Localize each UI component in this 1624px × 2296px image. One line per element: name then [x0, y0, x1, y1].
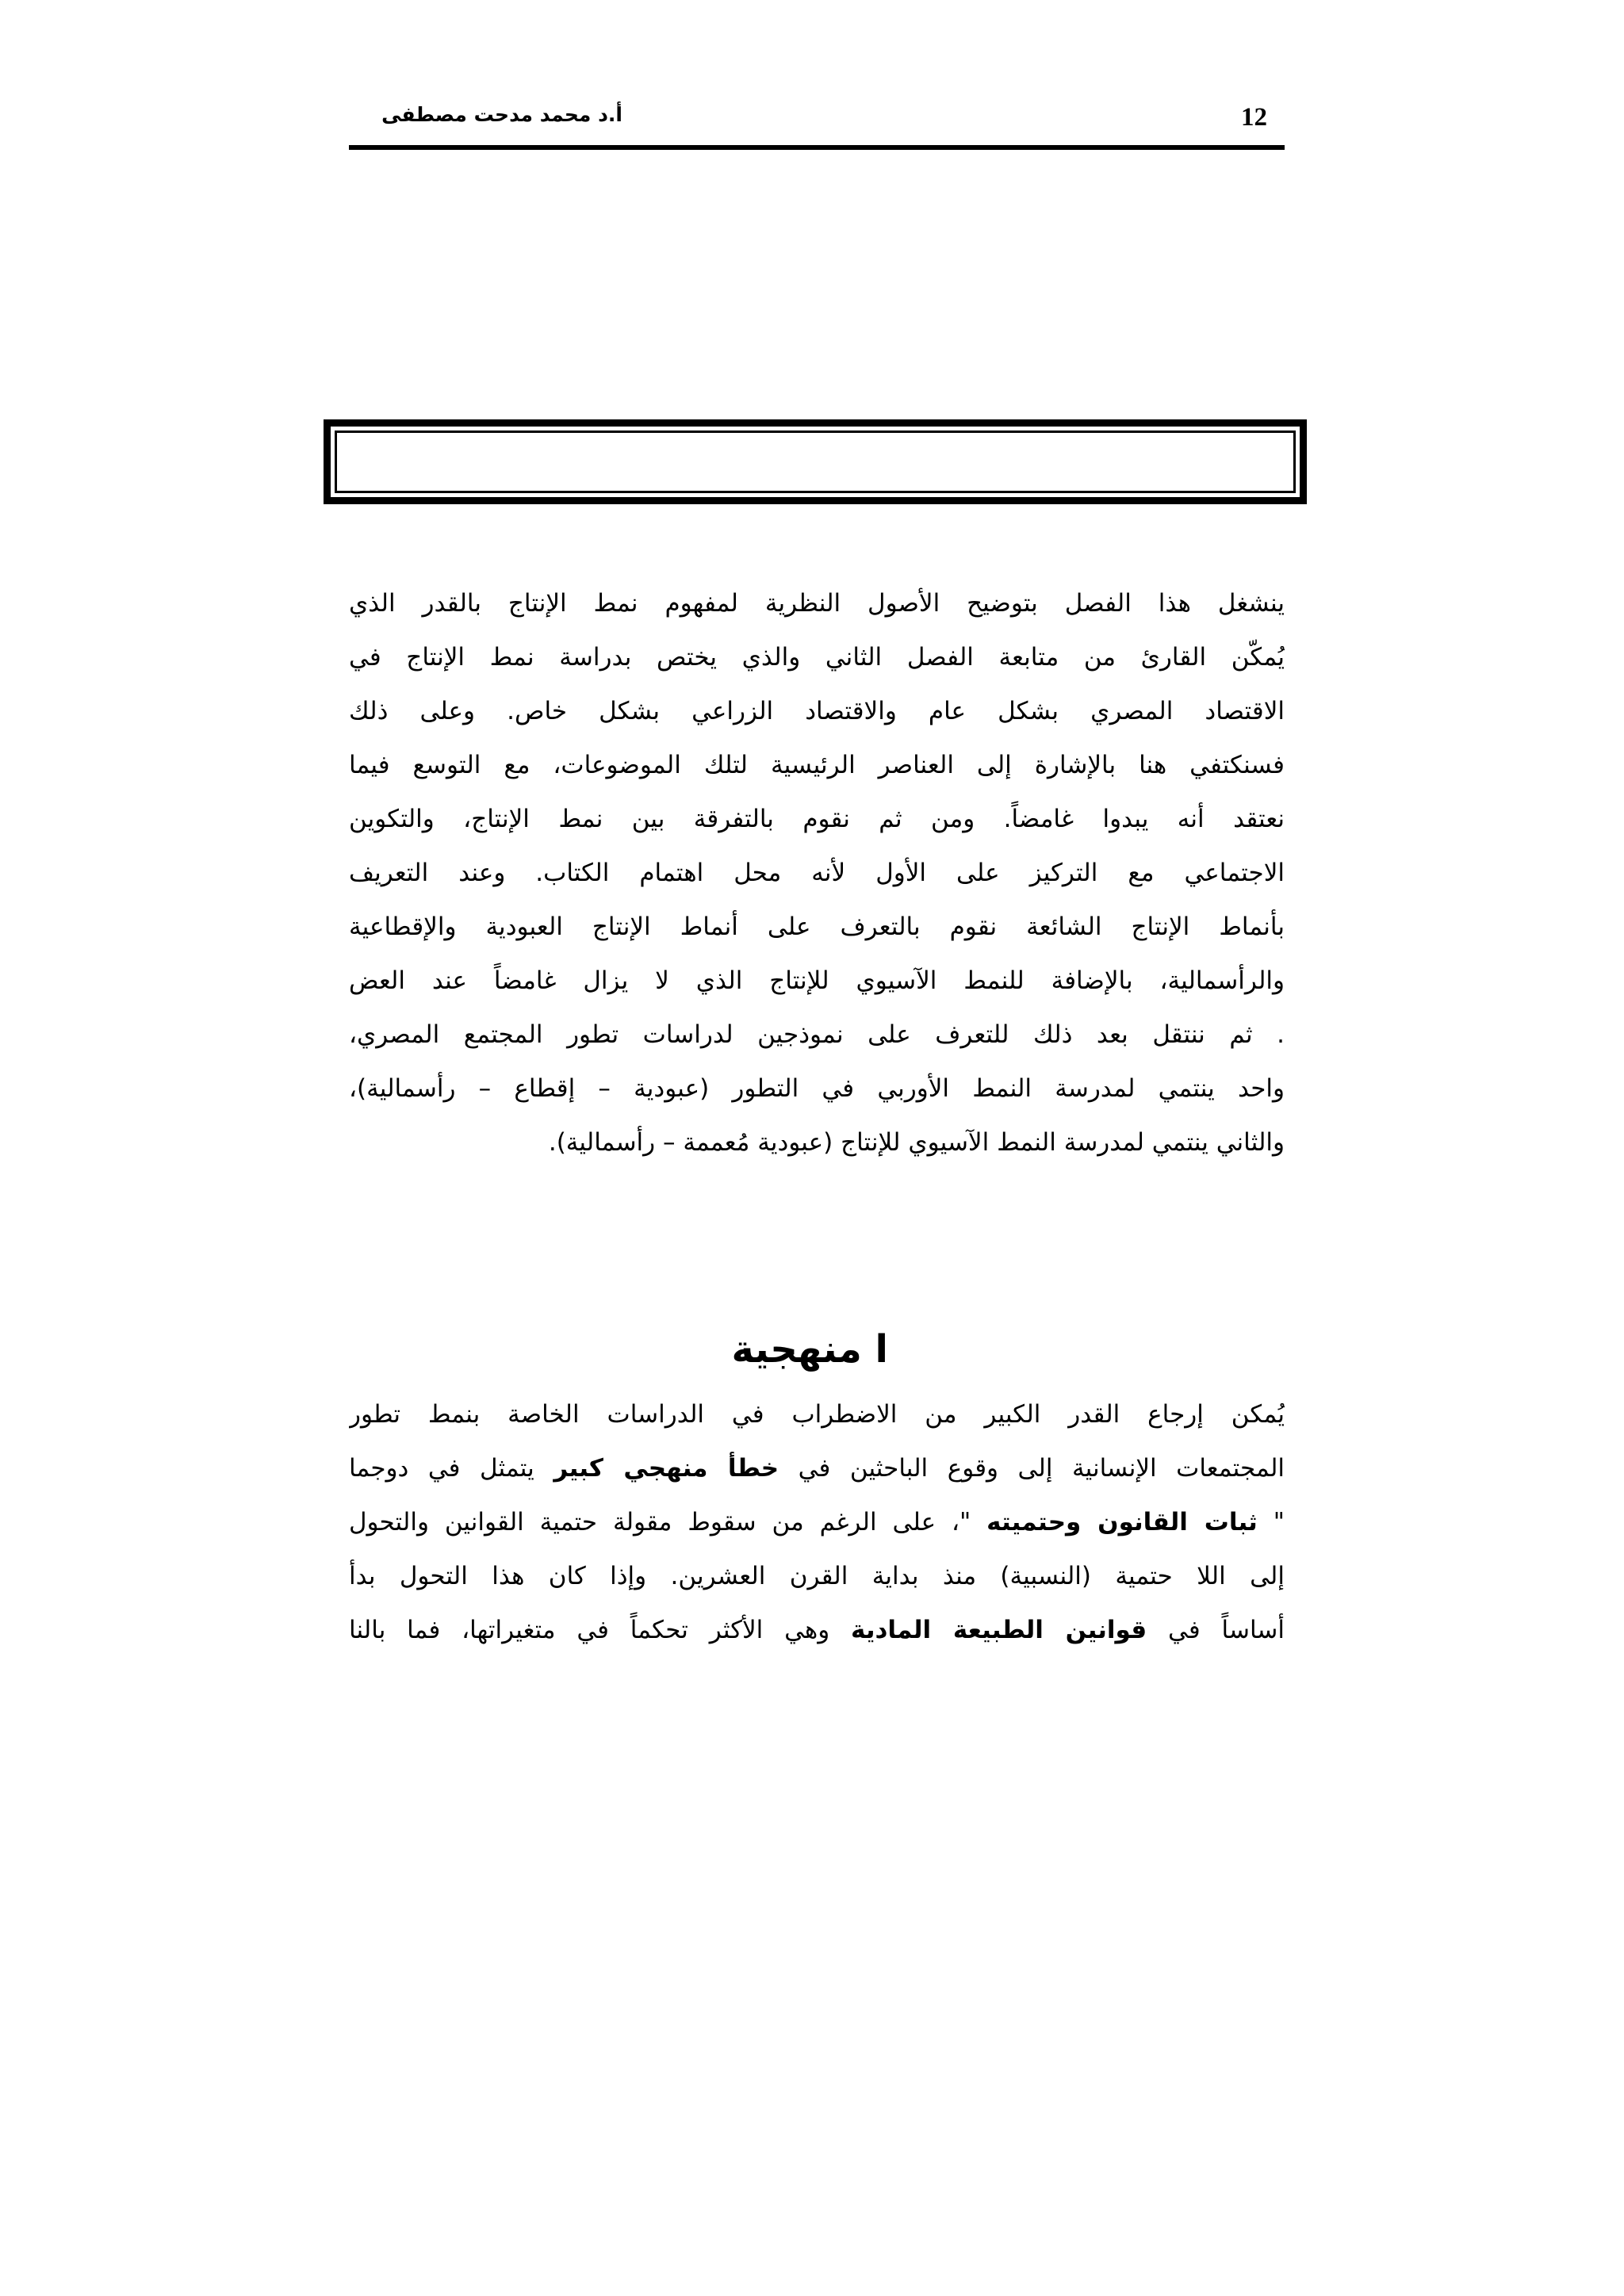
running-header-author: أ.د محمد مدحت مصطفى: [381, 103, 622, 126]
text-line: والرأسمالية، بالإضافة للنمط الآسيوي للإنتاج الذي لا يزال غامضاً عند العض: [349, 966, 1285, 995]
text-line: ينشغل هذا الفصل بتوضيح الأصول النظرية لمفهوم نمط الإنتاج بالقدر الذي: [349, 589, 1285, 618]
text-run: ": [1257, 1508, 1285, 1536]
text-line: إلى اللا حتمية (النسبية) منذ بداية القرن العشرين. وإذا كان هذا التحول بدأ: [349, 1562, 1285, 1590]
text-line: [349, 1603, 1285, 1657]
text-line: . ثم ننتقل بعد ذلك للتعرف على نموذجين لدراسات تطور المجتمع المصري،: [349, 1020, 1285, 1049]
text-line: يُمكّن القارئ من متابعة الفصل الثاني والذي يختص بدراسة نمط الإنتاج في: [349, 643, 1285, 672]
text-run: يتمثل في دوجما: [349, 1454, 554, 1483]
bold-phrase: ثبات القانون وحتميته: [986, 1508, 1258, 1536]
text-run: وهي الأكثر تحكماً في متغيراتها، فما بالنا: [349, 1616, 852, 1644]
text-line: فسنكتفي هنا بالإشارة إلى العناصر الرئيسية لتلك الموضوعات، مع التوسع فيما: [349, 751, 1285, 779]
text-line: [349, 1441, 1285, 1495]
bold-phrase: قوانين الطبيعة المادية: [851, 1616, 1147, 1644]
text-line: بأنماط الإنتاج الشائعة نقوم بالتعرف على أنماط الإنتاج العبودية والإقطاعية: [349, 913, 1285, 941]
text-run: "، على الرغم من سقوط مقولة حتمية القوانين والتحول: [349, 1508, 987, 1536]
text-line: الاقتصاد المصري بشكل عام والاقتصاد الزراعي بشكل خاص. وعلى ذلك: [349, 697, 1285, 725]
text-run: أساساً في: [1147, 1616, 1285, 1644]
chapter-title-frame: [324, 419, 1307, 504]
text-line: الاجتماعي مع التركيز على الأول لأنه محل اهتمام الكتاب. وعند التعريف: [349, 859, 1285, 887]
page-number: 12: [1241, 103, 1267, 132]
chapter-title-frame-inner: [335, 430, 1296, 493]
bold-phrase: خطأ منهجي كبير: [553, 1454, 779, 1483]
text-line: واحد ينتمي لمدرسة النمط الأوربي في التطور (عبودية – إقطاع – رأسمالية)،: [349, 1074, 1285, 1103]
text-line: والثاني ينتمي لمدرسة النمط الآسيوي للإنتاج (عبودية مُعممة – رأسمالية).: [548, 1128, 1285, 1157]
text-line: نعتقد أنه يبدوا غامضاً. ومن ثم نقوم بالتفرقة بين نمط الإنتاج، والتكوين: [349, 805, 1285, 833]
text-run: المجتمعات الإنسانية إلى وقوع الباحثين في: [779, 1454, 1285, 1483]
intro-paragraph: [349, 576, 1285, 1169]
text-line: يُمكن إرجاع القدر الكبير من الاضطراب في الدراسات الخاصة بنمط تطور: [349, 1400, 1285, 1429]
header-rule: [349, 145, 1285, 150]
section-heading: ا منهجية: [731, 1327, 888, 1372]
section-paragraph: [349, 1387, 1285, 1657]
text-line: [349, 1495, 1285, 1549]
